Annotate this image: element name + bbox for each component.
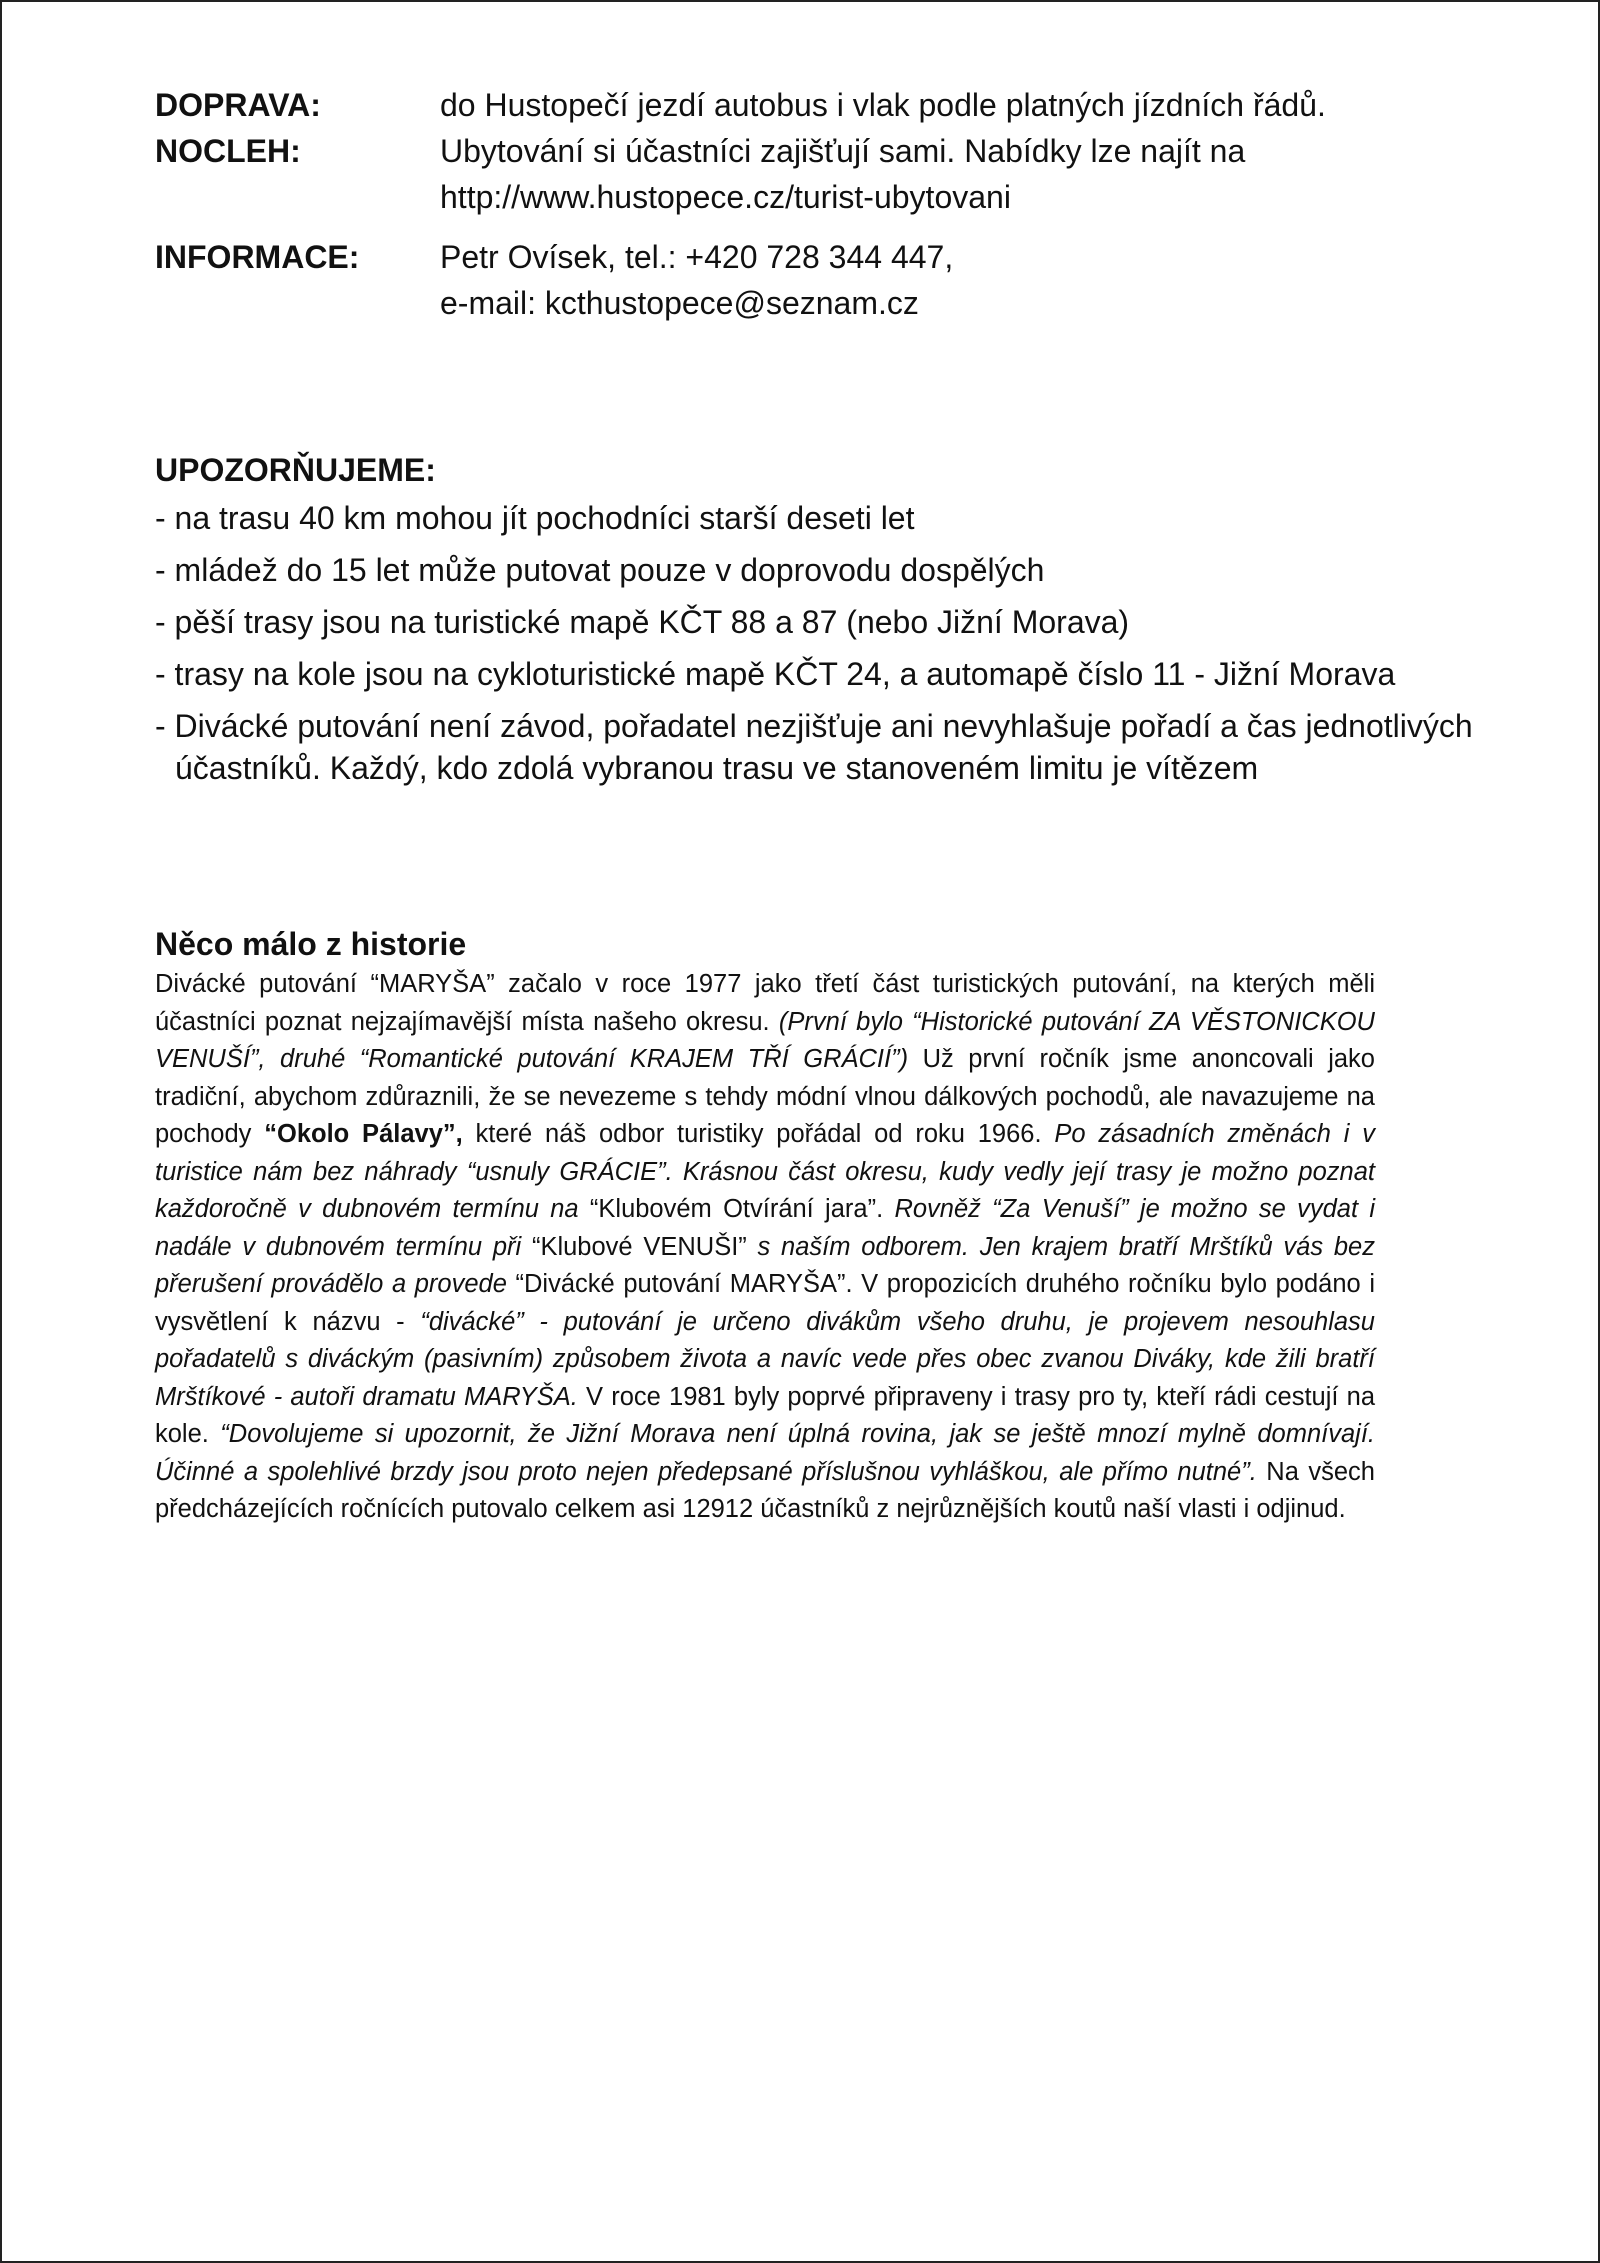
- history-segment-italic: “divácké” - putování je určeno divákům všeho druhu, je projevem nesouhlasu pořadatelů s diváckým (pasivním) způsobem života a navíc vede přes obec zvanou Diváky, kde žili bratří Mrštíkové - autoři dramatu MARYŠA.: [155, 1307, 1375, 1411]
- history-segment-italic: s naším odborem. Jen krajem bratří Mrštíků vás bez přerušení provádělo a provede: [155, 1232, 1375, 1298]
- history-paragraph: [155, 966, 1375, 1529]
- info-row-doprava: [155, 82, 1455, 128]
- warnings-title: UPOZORŇUJEME:: [155, 452, 436, 488]
- history-segment: Na všech předcházejících ročnících putovalo celkem asi 12912 účastníků z nejrůznějších koutů naší vlasti i odjinud.: [155, 1457, 1375, 1523]
- informace-value: [440, 234, 1455, 326]
- info-row-nocleh: [155, 128, 1455, 220]
- history-segment: V roce 1981 byly poprvé připraveny i trasy pro ty, kteří rádi cestují na kole.: [155, 1382, 1375, 1448]
- nocleh-url: http://www.hustopece.cz/turist-ubytovani: [440, 179, 1011, 215]
- history-segment-italic: Rovněž “Za Venuší” je možno se vydat i nadále v dubnovém termínu při: [155, 1195, 1375, 1261]
- info-row-informace: [155, 234, 1455, 326]
- history-segment-italic: (První bylo “Historické putování ZA VĚSTONICKOU VENUŠÍ”, druhé “Romantické putování KRAJEM TŘÍ GRÁCIÍ”): [155, 1007, 1375, 1073]
- history-segment-italic: Po zásadních změnách i v turistice nám bez náhrady “usnuly GRÁCIE”. Krásnou část okresu, kudy vedly její trasy je možno poznat každoročně v dubnovém termínu na: [155, 1120, 1375, 1223]
- doprava-label: DOPRAVA:: [155, 87, 321, 123]
- warning-item: - mládež do 15 let může putovat pouze v doprovodu dospělých: [155, 552, 1045, 588]
- history-segment: které náš odbor turistiky pořádal od roku 1966.: [462, 1120, 1055, 1148]
- history-segment-bold: “Okolo Pálavy”,: [264, 1120, 463, 1148]
- warning-item: - pěší trasy jsou na turistické mapě KČT 88 a 87 (nebo Jižní Morava): [155, 604, 1130, 640]
- warnings-list: [155, 497, 1485, 789]
- history-segment: Divácké putování “MARYŠA” začalo v roce 1977 jako třetí část turistických putování, na kterých měli účastníci poznat nejzajímavější místa našeho okresu.: [155, 970, 1375, 1036]
- nocleh-text-line1: Ubytování si účastníci zajišťují sami. Nabídky lze najít na: [440, 133, 1246, 169]
- history-segment: “Klubové VENUŠI”: [531, 1232, 747, 1261]
- doprava-value: [440, 82, 1455, 128]
- informace-label: INFORMACE:: [155, 239, 360, 275]
- warning-item: - na trasu 40 km mohou jít pochodníci starší deseti let: [155, 500, 915, 536]
- doprava-text: do Hustopečí jezdí autobus i vlak podle platných jízdních řádů.: [440, 87, 1326, 123]
- warning-item: - trasy na kole jsou na cykloturistické mapě KČT 24, a automapě číslo 11 - Jižní Morava: [155, 656, 1396, 692]
- history-segment: “Klubovém Otvírání jara”.: [589, 1195, 884, 1223]
- history-segment-italic: “Dovolujeme si upozornit, že Jižní Morava není úplná rovina, jak se ještě mnozí mylně domnívají. Účinné a spolehlivé brzdy jsou proto nejen předepsané příslušnou vyhláškou, ale přímo nutné”.: [155, 1420, 1376, 1486]
- history-section: [155, 924, 1375, 1529]
- nocleh-value: [440, 128, 1455, 220]
- informace-contact: Petr Ovísek, tel.: +420 728 344 447,: [440, 239, 954, 275]
- history-segment: Už první ročník jsme anoncovali jako tradiční, abychom zdůraznili, že se nevezeme s tehdy módní vlnou dálkových pochodů, ale navazujeme na pochody: [155, 1045, 1375, 1148]
- warnings-section: [155, 447, 1485, 799]
- history-title: Něco málo z historie: [155, 926, 467, 962]
- warning-item: - Divácké putování není závod, pořadatel nezjišťuje ani nevyhlašuje pořadí a čas jednotlivých účastníků. Každý, kdo zdolá vybranou trasu ve stanoveném limitu je vítězem: [155, 708, 1473, 786]
- informace-email: e-mail: kcthustopece@seznam.cz: [440, 285, 919, 321]
- info-section: [155, 82, 1455, 326]
- nocleh-label: NOCLEH:: [155, 133, 301, 169]
- history-segment: “Divácké putování MARYŠA”. V propozicích druhého ročníku bylo podáno i vysvětlení k názvu -: [155, 1270, 1375, 1336]
